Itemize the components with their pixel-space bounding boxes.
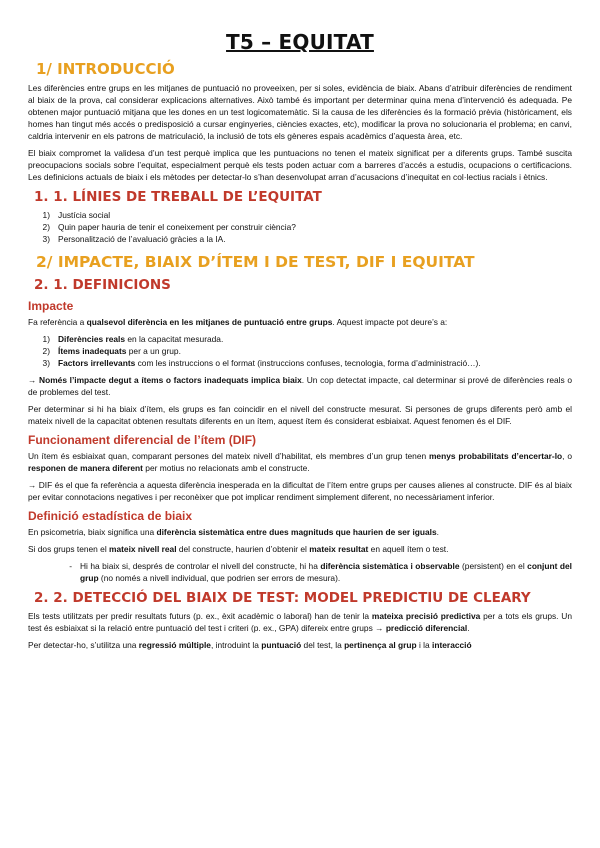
dif-paragraph-1: Un ítem és esbiaixat quan, comparant persones del mateix nivell d’habilitat, els membres d’un grup tenen menys probabilitats d’encertar-lo, o responen de manera diferent per motius no relacionats amb el constructe. <box>28 451 572 473</box>
stat-paragraph-1: En psicometria, biaix significa una diferència sistemàtica entre dues magnituds que haurien de ser iguals. <box>28 527 439 537</box>
section-impacte-biaix-heading: 2/ IMPACTE, BIAIX D’ÍTEM I DE TEST, DIF I EQUITAT <box>36 253 475 271</box>
list-item: 3) Personalització de l’avaluació gràcies a la IA. <box>42 234 226 244</box>
intro-paragraph-2: El biaix compromet la validesa d’un test perquè implica que les puntuacions no tenen el mateix significat per a diferents grups. També suscita preocupacions socials sobre l’equitat, especialment perquè els tests poden actuar com a barreres d’accés a estudis, ocupacions o certificacions. Les definicions actuals de biaix i els mètodes per detectar-lo s’han desenvolupat arran d’acusacions d’inequitat en col·lectius racials i ètnics. <box>28 148 572 182</box>
stat-heading: Definició estadística de biaix <box>28 509 193 523</box>
page-title: T5 – EQUITAT <box>226 30 374 54</box>
list-item: 1) Diferències reals en la capacitat mesurada. <box>42 334 224 344</box>
list-item: 2) Quin paper hauria de tenir el coneixement per construir ciència? <box>42 222 296 232</box>
section-definicions-heading: 2. 1. DEFINICIONS <box>34 277 171 293</box>
section-cleary-heading: 2. 2. DETECCIÓ DEL BIAIX DE TEST: MODEL PREDICTIU DE CLEARY <box>34 590 531 606</box>
cleary-paragraph-1: Els tests utilitzats per predir resultats futurs (p. ex., èxit acadèmic o laboral) han de tenir la mateixa precisió predictiva per a tots els grups. Un test és esbiaixat si la relació entre puntuació del test i criteri (p. ex., GPA) difereix entre grups → predicció diferencial. <box>28 611 572 633</box>
impacte-paragraph-3: Per determinar si hi ha biaix d’ítem, els grups es fan coincidir en el nivell del constructe mesurat. Si persones de grups diferents però amb el mateix nivell de la capacitat obtenen resultats diferents en un ítem, aquest ítem és considerat esbiaixat. Aquest fenomen és el DIF. <box>28 404 572 426</box>
stat-bullets <box>28 560 572 584</box>
section-introduccio-heading: 1/ INTRODUCCIÓ <box>36 60 175 78</box>
impacte-paragraph-2: → Només l’impacte degut a ítems o factors inadequats implica biaix. Un cop detectat impacte, cal determinar si prové de diferències reals o de problemes del test. <box>28 375 573 397</box>
section-linies-heading: 1. 1. LÍNIES DE TREBALL DE L’EQUITAT <box>34 189 322 205</box>
dif-heading: Funcionament diferencial de l’ítem (DIF) <box>28 433 257 447</box>
stat-paragraph-2: Si dos grups tenen el mateix nivell real del constructe, haurien d’obtenir el mateix resultat en aquell ítem o test. <box>28 544 449 554</box>
dif-paragraph-2: → DIF és el que fa referència a aquesta diferència inesperada en la dificultat de l’ítem entre grups per causes alienes al constructe. DIF és al biaix per evitar connotacions negatives i per reconèixer que pot implicar rendiment simplement diferent, no necessàriament inferior. <box>28 480 572 502</box>
cleary-paragraph-2: Per detectar-ho, s’utilitza una regressió múltiple, introduint la puntuació del test, la pertinença al grup i la interacció <box>28 640 472 650</box>
intro-paragraph-1: Les diferències entre grups en les mitjanes de puntuació no proveeixen, per si soles, evidència de biaix. Abans d’atribuir diferències de rendiment al biaix de la prova, cal considerar explicacions alternatives. Això també és important per determinar quina mena d’intervenció és adequada. Pe obtenen major puntuació mitjana que les dones en un test logicomatemàtic. Si la causa de les diferències és la formació prèvia (històricament, els homes han tingut més accés o predisposició a cursar enginyeries, ciències exactes, etc), modificar la prova no solucionaria el problema; en canvi, caldria intervenir en els patrons de matriculació, la inclusió de tots els gèneres espais acadèmics d’aquesta àrea, etc. <box>28 83 572 141</box>
linies-list <box>28 209 572 245</box>
list-item: 2) Ítems inadequats per a un grup. <box>42 346 181 356</box>
impacte-heading: Impacte <box>28 299 74 313</box>
list-item: 1) Justícia social <box>42 210 111 220</box>
impacte-paragraph-1: Fa referència a qualsevol diferència en les mitjanes de puntuació entre grups. Aquest impacte pot deure’s a: <box>28 317 448 327</box>
impacte-list <box>28 333 572 369</box>
list-item: - Hi ha biaix si, després de controlar el nivell del constructe, hi ha diferència sistemàtica i observable (persistent) en el conjunt del grup (no només a nivell individual, que podrien ser errors de mesura). <box>69 561 572 583</box>
list-item: 3) Factors irrellevants com les instruccions o el format (instruccions confuses, tecnologia, forma d’administració…). <box>42 358 481 368</box>
